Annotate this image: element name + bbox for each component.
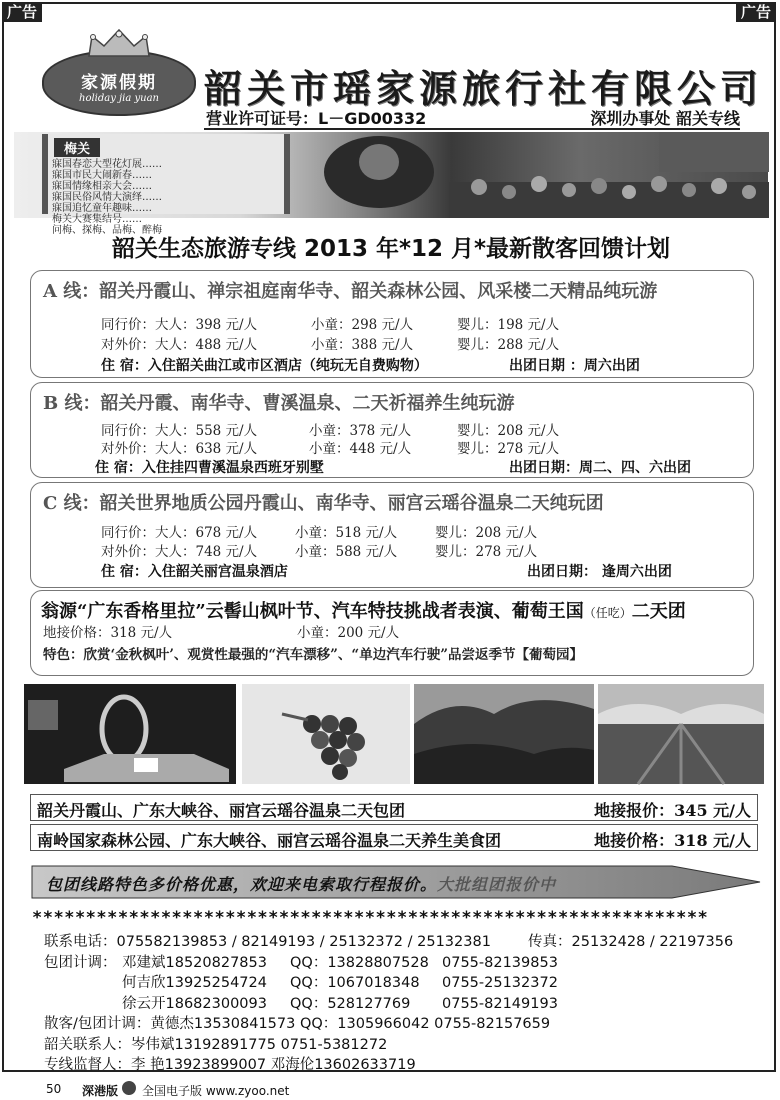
adult-price: 地接价格：318 元/人 — [43, 625, 173, 641]
promo-main: 包团线路特色多价格优惠，欢迎来电索取行程报价。 — [46, 875, 438, 894]
adult-price: 同行价：大人：558 元/人 — [101, 423, 258, 439]
route-title-main: 翁源“广东香格里拉”云髻山枫叶节、汽车特技挑战者表演、葡萄王国 — [41, 601, 584, 622]
route-title — [41, 597, 686, 623]
shaoguan-contact: 韶关联系人：岑伟斌13192891775 0751-5381272 — [44, 1036, 388, 1053]
agent-qq: QQ：528127769 — [290, 995, 411, 1012]
stay-info: 住 宿：入住韶关曲江或市区酒店（纯玩无自费购物） — [101, 358, 428, 374]
ad-tag-left: 广告 — [2, 2, 42, 22]
adult-price: 对外价：大人：638 元/人 — [101, 441, 258, 457]
wengyuan-route-card — [30, 590, 754, 676]
infant-price: 婴儿：278 元/人 — [435, 544, 538, 560]
route-c-card — [30, 482, 754, 588]
logo-text: 家源假期 — [81, 73, 157, 93]
agent-name: 邓建斌18520827853 — [122, 954, 267, 971]
publisher-logo-icon — [122, 1081, 136, 1095]
forest-photo — [414, 684, 594, 784]
agent-qq: QQ：1067018348 — [290, 975, 420, 991]
route-title: A 线：韶关丹霞山、禅宗祖庭南华寺、韶关森林公园、风采楼二天精品纯玩游 — [43, 281, 658, 302]
grape-photo — [242, 684, 410, 784]
scroll-item: 寐国市民大闹新春…… — [52, 170, 152, 181]
infant-price: 婴儿：208 元/人 — [435, 525, 538, 541]
fax-numbers: 传真：25132428 / 22197356 — [528, 934, 734, 950]
departure-info: 出团日期 ：周六出团 — [509, 358, 640, 374]
header-divider — [204, 128, 740, 130]
package-row — [30, 794, 758, 821]
adult-price: 对外价：大人：488 元/人 — [101, 337, 258, 353]
company-name: 韶关市瑶家源旅行社有限公司 — [204, 67, 764, 111]
child-price: 小童：200 元/人 — [297, 625, 400, 641]
promo-text — [46, 872, 556, 895]
child-price: 小童：378 元/人 — [309, 423, 412, 439]
route-a-card — [30, 270, 754, 378]
adult-price: 同行价：大人：678 元/人 — [101, 525, 258, 541]
agent-name: 何吉欣13925254724 — [122, 975, 267, 991]
ad-frame — [2, 2, 776, 1072]
adult-price: 同行价：大人：398 元/人 — [101, 317, 258, 333]
route-title-end: 二天团 — [631, 601, 686, 622]
package-name: 南岭国家森林公园、广东大峡谷、丽宫云瑶谷温泉二天养生美食团 — [37, 831, 502, 850]
scroll-item: 寐国追忆童年趣味…… — [52, 203, 152, 214]
agent-tel: 0755-82149193 — [442, 995, 558, 1012]
package-price: 地接价格：318 元/人 — [594, 831, 751, 850]
supervisor-contact: 专线监督人：李 艳13923899007 邓海伦13602633719 — [44, 1057, 416, 1073]
package-row — [30, 824, 758, 851]
agent-name: 徐云开18682300093 — [122, 995, 267, 1012]
child-price: 小童：518 元/人 — [295, 525, 398, 541]
company-logo — [42, 50, 196, 116]
ad-tag-right: 广告 — [736, 2, 776, 22]
agent-qq: QQ：13828807528 — [290, 954, 429, 971]
meiguan-banner — [14, 132, 768, 236]
infant-price: 婴儿：288 元/人 — [457, 337, 560, 353]
scroll-item: 寐国民俗风情大演绎…… — [52, 192, 162, 203]
license-number: 营业许可证号：L－GD00332 — [206, 109, 427, 128]
header — [14, 24, 768, 134]
departure-info: 出团日期：周二、四、六出团 — [509, 460, 691, 476]
stay-info: 住 宿：入住韶关丽宫温泉酒店 — [101, 564, 288, 580]
scroll-item: 寐国春恋大型花灯展…… — [52, 159, 162, 170]
promo-arrow — [32, 862, 762, 902]
page-number: 50 — [46, 1082, 62, 1096]
scroll-list — [52, 159, 284, 236]
page-footer — [0, 1078, 780, 1100]
infant-price: 婴儿：198 元/人 — [457, 317, 560, 333]
photo-strip — [24, 684, 764, 784]
adult-price: 对外价：大人：748 元/人 — [101, 544, 258, 560]
car-stunt-photo — [24, 684, 236, 784]
child-price: 小童：448 元/人 — [309, 441, 412, 457]
child-price: 小童：588 元/人 — [295, 544, 398, 560]
main-title: 韶关生态旅游专线 2013 年*12 月*最新散客回馈计划 — [111, 236, 671, 262]
scroll-title: 梅关 — [54, 138, 100, 157]
phone-numbers: 联系电话：075582139853 / 82149193 / 25132372 / 25132381 — [44, 934, 491, 950]
scroll-item: 问梅、探梅、品梅、醉梅 — [52, 225, 162, 236]
promo-faded: 大批组团报价中 — [437, 875, 557, 894]
group-label: 包团计调： — [44, 954, 117, 971]
package-name: 韶关丹霞山、广东大峡谷、丽宫云瑶谷温泉二天包团 — [37, 801, 406, 820]
child-price: 小童：388 元/人 — [311, 337, 414, 353]
feature-text: 特色：欣赏‘金秋枫叶’、观赏性最强的“汽车漂移”、“单边汽车行驶”品尝返季节【葡萄园】 — [43, 647, 583, 663]
website-text: 全国电子版 www.zyoo.net — [142, 1084, 290, 1098]
route-title-note: （任吃） — [583, 606, 632, 620]
vineyard-photo — [598, 684, 764, 784]
edition-label: 深港版 — [82, 1084, 119, 1098]
scroll-item: 梅关大赛集结号…… — [52, 214, 142, 225]
banner-scroll — [42, 134, 290, 236]
stay-info: 住 宿：入住挂四曹溪温泉西班牙别墅 — [95, 460, 324, 476]
package-price: 地接报价：345 元/人 — [594, 801, 751, 820]
agent-tel: 0755-82139853 — [442, 954, 558, 971]
route-title: B 线：韶关丹霞、南华寺、曹溪温泉、二天祈福养生纯玩游 — [43, 393, 515, 414]
scroll-item: 寐国情缘相亲大会…… — [52, 181, 152, 192]
infant-price: 婴儿：208 元/人 — [457, 423, 560, 439]
star-divider: *************************************************************** — [32, 908, 709, 928]
infant-price: 婴儿：278 元/人 — [457, 441, 560, 457]
agent-tel: 0755-25132372 — [442, 975, 558, 991]
route-b-card — [30, 382, 754, 478]
child-price: 小童：298 元/人 — [311, 317, 414, 333]
retail-contact: 散客/包团计调：黄德杰13530841573 QQ：1305966042 0755-82157659 — [44, 1016, 551, 1032]
crown-icon — [84, 28, 154, 58]
departure-info: 出团日期： 逢周六出团 — [527, 564, 672, 580]
logo-subtext: holiday jia yuan — [79, 93, 159, 104]
office-label: 深圳办事处 韶关专线 — [590, 109, 740, 128]
festival-crowd-image — [299, 132, 769, 218]
route-title: C 线：韶关世界地质公园丹霞山、南华寺、丽宫云瑶谷温泉二天纯玩团 — [43, 493, 604, 514]
